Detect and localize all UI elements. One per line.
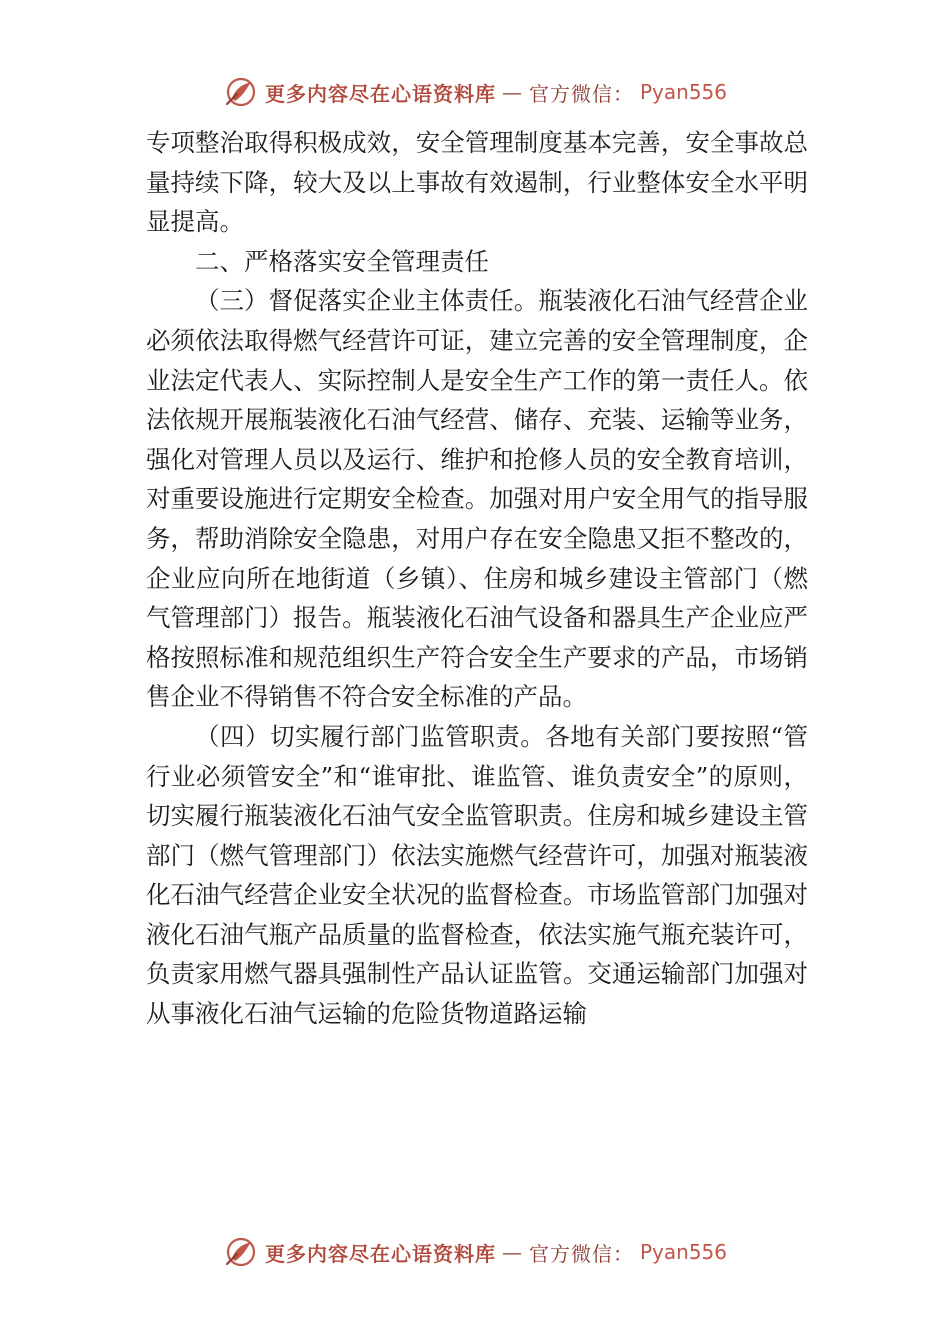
document-body xyxy=(146,123,808,1034)
watermark-dash: — xyxy=(501,1240,523,1264)
paragraph-enterprise-responsibility: （三）督促落实企业主体责任。瓶装液化石油气经营企业必须依法取得燃气经营许可证，建立完善的安全管理制度，企业法定代表人、实际控制人是安全生产工作的第一责任人。依法依规开展瓶装液化石油气经营、储存、充装、运输等业务，强化对管理人员以及运行、维护和抢修人员的安全教育培训，对重要设施进行定期安全检查。加强对用户安全用气的指导服务，帮助消除安全隐患，对用户存在安全隐患又拒不整改的，企业应向所在地街道（乡镇）、住房和城乡建设主管部门（燃气管理部门）报告。瓶装液化石油气设备和器具生产企业应严格按照标准和规范组织生产符合安全生产要求的产品，市场销售企业不得销售不符合安全标准的产品。 xyxy=(146,286,808,712)
library-logo-icon xyxy=(223,1234,259,1270)
watermark-wechat-id: Pyan556 xyxy=(639,80,727,104)
section-heading: 二、严格落实安全管理责任 xyxy=(195,246,489,276)
watermark-site-text: 更多内容尽在心语资料库 xyxy=(264,1241,496,1266)
watermark-site-text: 更多内容尽在心语资料库 xyxy=(264,81,496,106)
header-watermark xyxy=(0,72,950,112)
paragraph-continuation: 专项整治取得积极成效，安全管理制度基本完善，安全事故总量持续下降，较大及以上事故有效遏制，行业整体安全水平明显提高。 xyxy=(146,128,808,237)
library-logo-icon xyxy=(223,74,259,110)
watermark-dash: — xyxy=(501,80,523,104)
watermark-wechat-label: 官方微信： xyxy=(528,81,634,106)
paragraph-department-supervision: （四）切实履行部门监管职责。各地有关部门要按照“管行业必须管安全”和“谁审批、谁监管、谁负责安全”的原则，切实履行瓶装液化石油气安全监管职责。住房和城乡建设主管部门（燃气管理部门）依法实施燃气经营许可，加强对瓶装液化石油气经营企业安全状况的监督检查。市场监管部门加强对液化石油气瓶产品质量的监督检查，依法实施气瓶充装许可，负责家用燃气器具强制性产品认证监管。交通运输部门加强对从事液化石油气运输的危险货物道路运输 xyxy=(146,721,808,1029)
footer-watermark xyxy=(0,1232,950,1272)
watermark-wechat-label: 官方微信： xyxy=(528,1241,634,1266)
watermark-wechat-id: Pyan556 xyxy=(639,1240,727,1264)
